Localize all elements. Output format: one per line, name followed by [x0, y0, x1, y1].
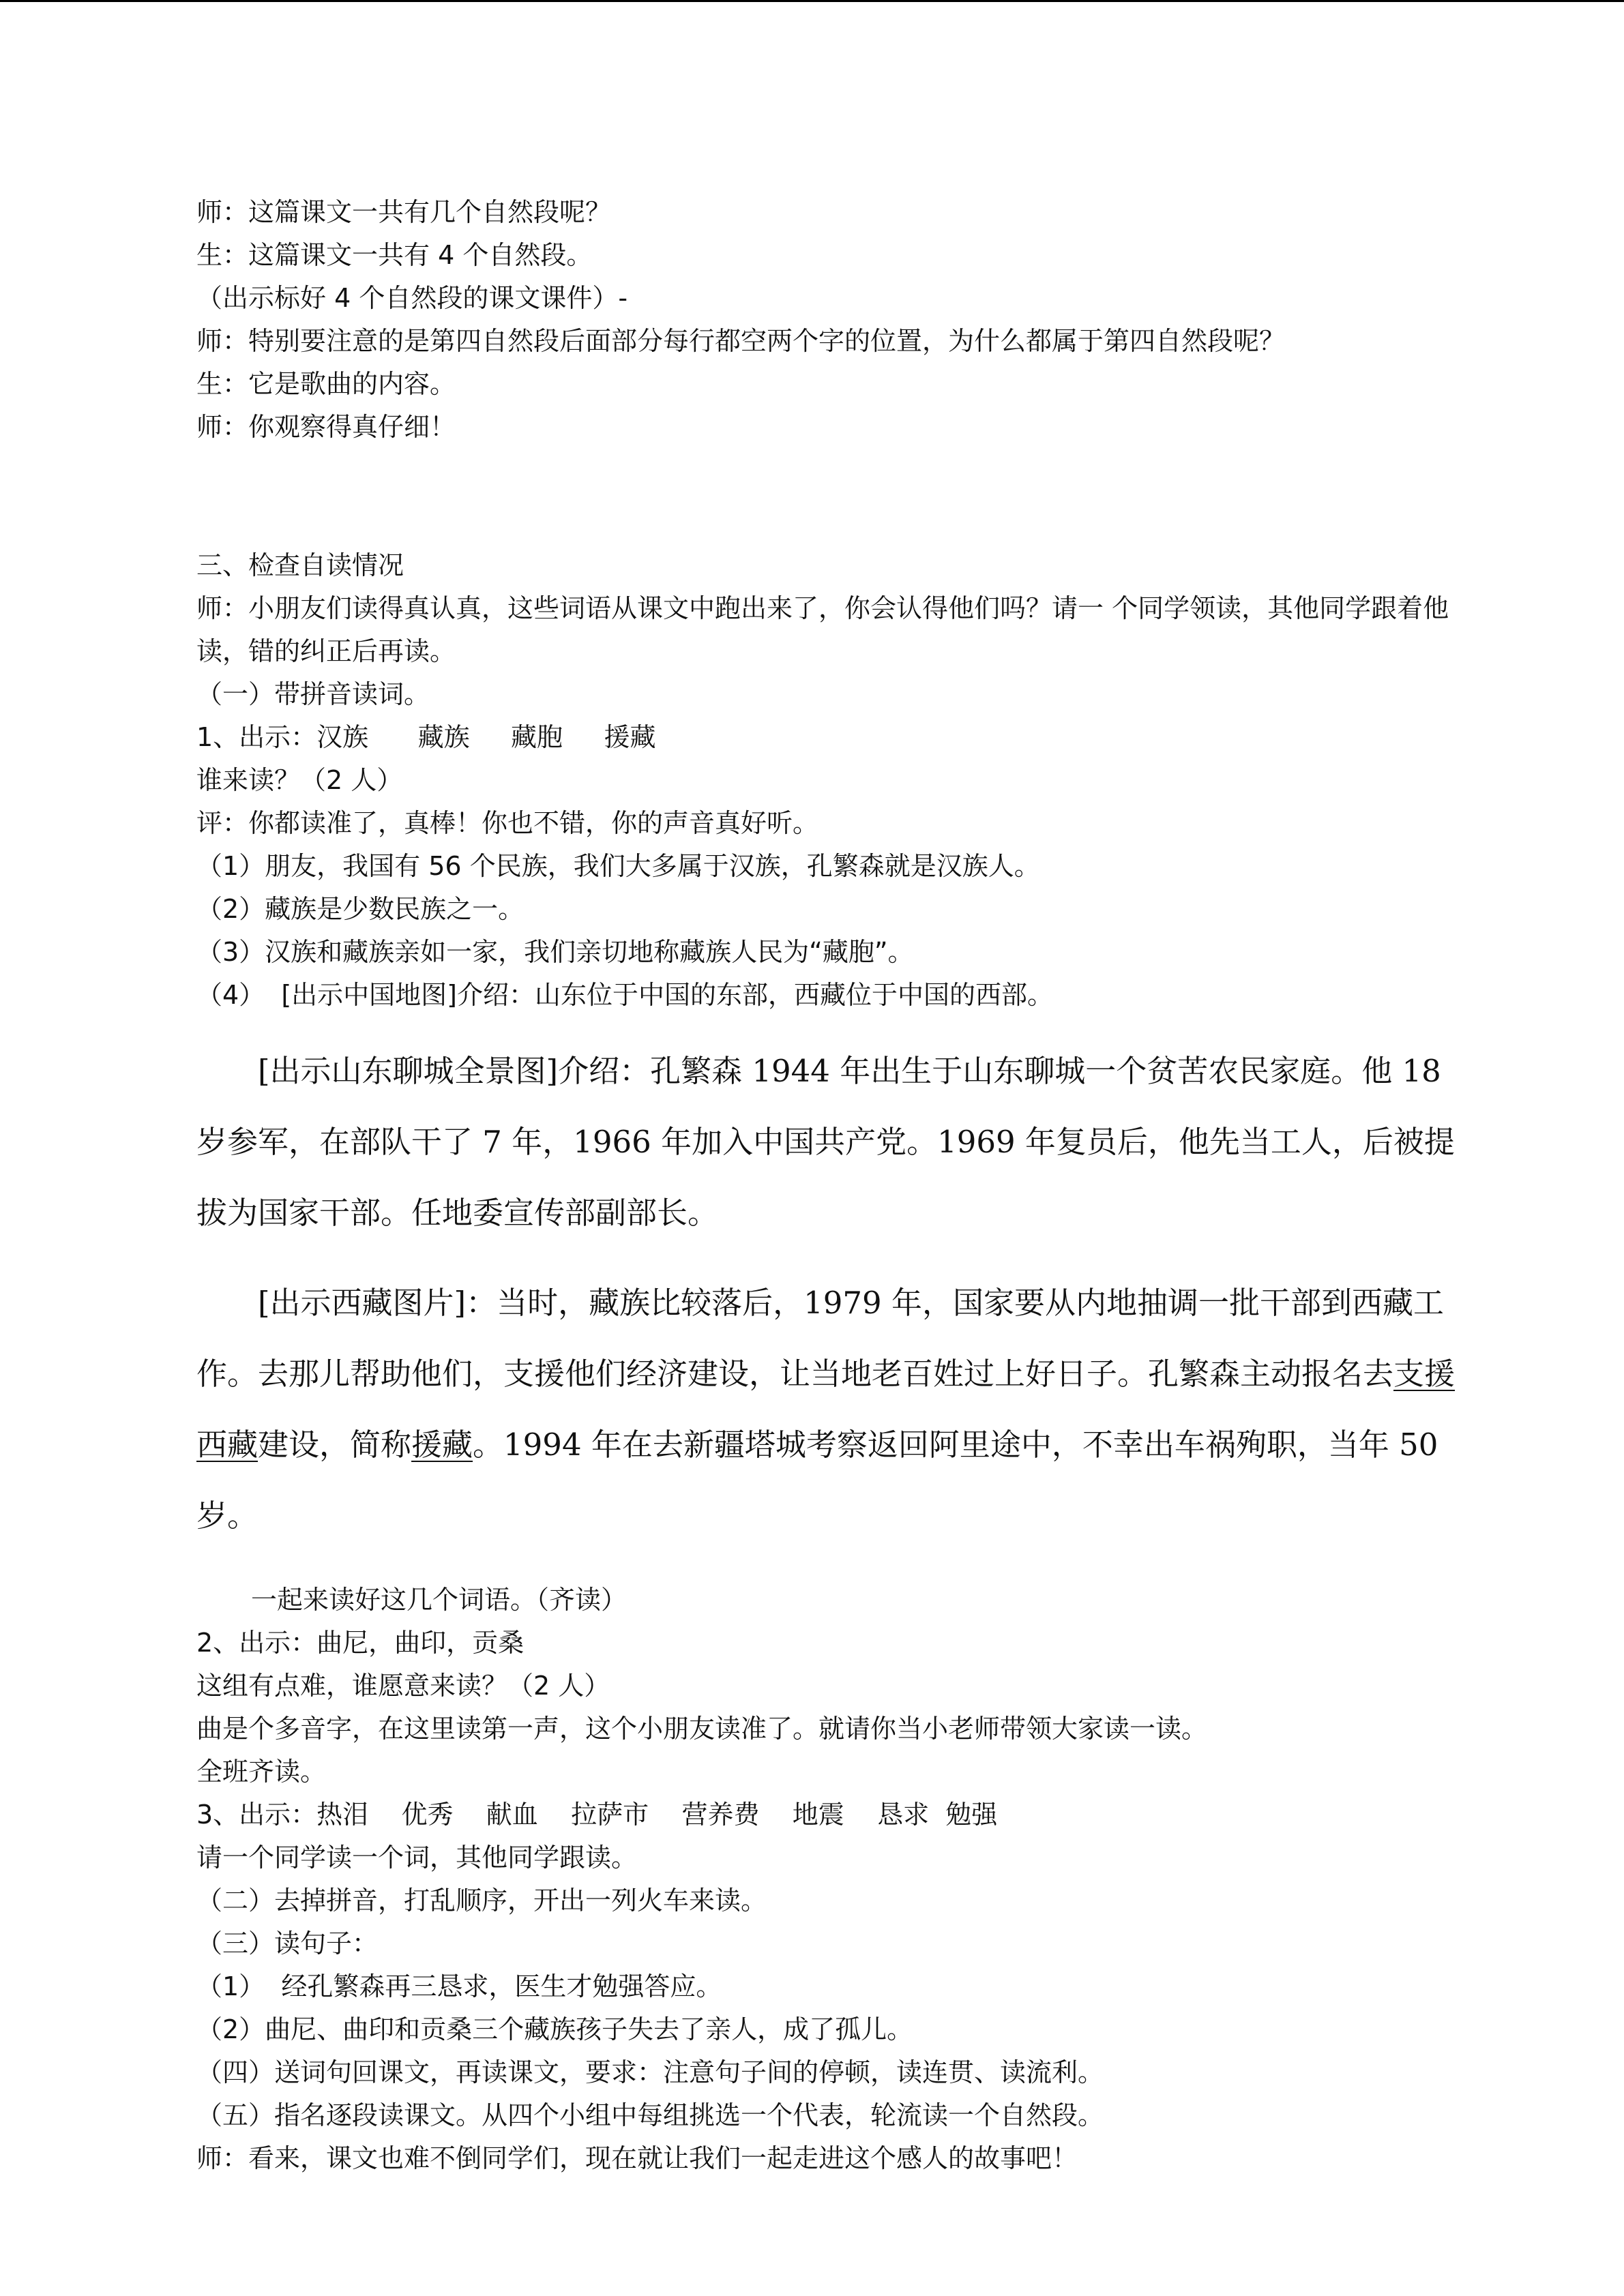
- paragraph-text: 。1994 年在去新疆塔城考察返回阿里途中，不幸出车祸殉职，当年 50 岁。: [196, 1427, 1438, 1534]
- text-line: 生：这篇课文一共有 4 个自然段。: [196, 240, 593, 270]
- text-line: 师：你观察得真仔细！: [196, 412, 456, 442]
- text-line: （2）曲尼、曲印和贡桑三个藏族孩子失去了亲人，成了孤儿。: [196, 2014, 913, 2044]
- text-line: （2）藏族是少数民族之一。: [196, 894, 525, 924]
- text-line: （4） [出示中国地图]介绍：山东位于中国的东部，西藏位于中国的西部。: [196, 980, 1053, 1010]
- underlined-term: 支援西藏: [196, 1356, 1456, 1463]
- text-line: （1） 经孔繁森再三恳求，医生才勉强答应。: [196, 1971, 722, 2001]
- text-line: 请一个同学读一个词，其他同学跟读。: [196, 1843, 638, 1873]
- text-line: （1）朋友，我国有 56 个民族，我们大多属于汉族，孔繁森就是汉族人。: [196, 851, 1040, 881]
- paragraph-xizang: [196, 1268, 1479, 1551]
- text-line: 师：这篇课文一共有几个自然段呢？: [196, 197, 612, 227]
- section-check-reading: [196, 544, 1479, 1017]
- text-line: （3）汉族和藏族亲如一家，我们亲切地称藏族人民为“藏胞”。: [196, 937, 914, 967]
- text-line: （三）读句子：: [196, 1928, 379, 1958]
- text-line: 师：特别要注意的是第四自然段后面部分每行都空两个字的位置，为什么都属于第四自然段呢？: [196, 326, 1286, 356]
- text-line: 谁来读？（2 人）: [196, 765, 403, 795]
- text-line: 这组有点难，谁愿意来读？（2 人）: [196, 1671, 610, 1701]
- underlined-term: 援藏: [411, 1427, 473, 1463]
- paragraph-text: 建设，简称: [258, 1427, 412, 1463]
- dialogue-block: [196, 191, 1479, 449]
- document-page: [196, 191, 1479, 2180]
- text-line: 评：你都读准了，真棒！你也不错，你的声音真好听。: [196, 808, 819, 838]
- text-line: （出示标好 4 个自然段的课文课件）-: [196, 283, 628, 313]
- section-heading: 三、检查自读情况: [196, 550, 404, 580]
- paragraph-shandong: [出示山东聊城全景图]介绍：孔繁森 1944 年出生于山东聊城一个贫苦农民家庭。他 18 岁参军，在部队干了 7 年，1966 年加入中国共产党。1969 年复员后，他先当工人，后被提拔为国家干部。任地委宣传部副部长。: [196, 1053, 1455, 1231]
- paragraph-text: [出示西藏图片]：当时，藏族比较落后，1979 年，国家要从内地抽调一批干部到西藏工作。去那儿帮助他们，支援他们经济建设，让当地老百姓过上好日子。孔繁森主动报名去: [196, 1285, 1444, 1392]
- text-line: （五）指名逐段读课文。从四个小组中每组挑选一个代表，轮流读一个自然段。: [196, 2100, 1104, 2130]
- reading-practice-block: [196, 1579, 1479, 2180]
- text-line: 曲是个多音字，在这里读第一声，这个小朋友读准了。就请你当小老师带领大家读一读。: [196, 1714, 1208, 1744]
- word-list-line: 2、出示：曲尼，曲印，贡桑: [196, 1628, 525, 1658]
- word-list-line: 3、出示：热泪 优秀 献血 拉萨市 营养费 地震 恳求 勉强: [196, 1800, 998, 1830]
- text-line: 生：它是歌曲的内容。: [196, 369, 456, 399]
- text-line: 一起来读好这几个词语。（齐读）: [251, 1585, 628, 1615]
- word-list-line: 1、出示：汉族 藏族 藏胞 援藏: [196, 722, 656, 752]
- teacher-intro: 师：小朋友们读得真认真，这些词语从课文中跑出来了，你会认得他们吗？请一 个同学领读，其他同学跟着他读，错的纠正后再读。: [196, 593, 1449, 666]
- text-line: （一）带拼音读词。: [196, 679, 430, 709]
- text-line: 全班齐读。: [196, 1757, 327, 1787]
- text-line: （四）送词句回课文，再读课文，要求：注意句子间的停顿，读连贯、读流利。: [196, 2057, 1104, 2087]
- text-line: （二）去掉拼音，打乱顺序，开出一列火车来读。: [196, 1885, 767, 1915]
- text-line: 师：看来，课文也难不倒同学们，现在就让我们一起走进这个感人的故事吧！: [196, 2143, 1078, 2173]
- page-top-border: [0, 0, 1624, 2]
